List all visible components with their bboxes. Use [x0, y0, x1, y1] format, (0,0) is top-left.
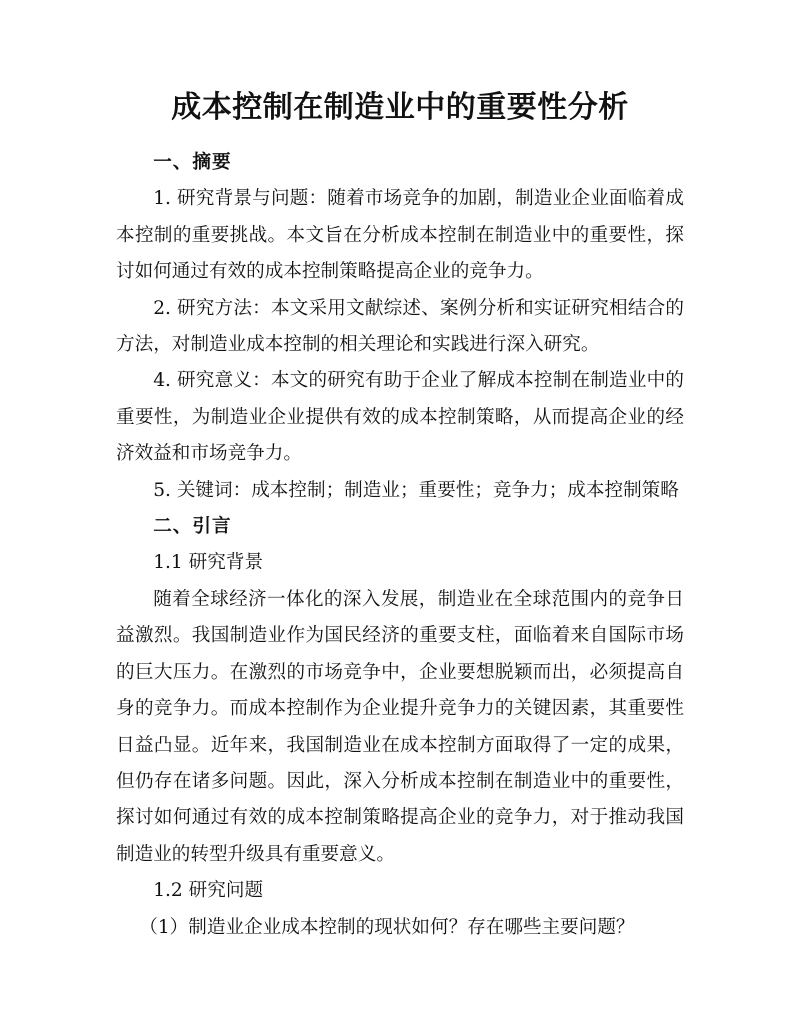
section-heading-introduction: 二、引言	[153, 516, 232, 538]
abstract-item-1: 1. 研究背景与问题：随着市场竞争的加剧，制造业企业面临着成本控制的重要挑战。本文旨在分析成本控制在制造业中的重要性，探讨如何通过有效的成本控制策略提高企业的竞争力。	[116, 188, 684, 283]
abstract-item-2: 2. 研究方法：本文采用文献综述、案例分析和实证研究相结合的方法，对制造业成本控制的相关理论和实践进行深入研究。	[116, 297, 684, 356]
abstract-item-4: 4. 研究意义：本文的研究有助于企业了解成本控制在制造业中的重要性，为制造业企业提供有效的成本控制策略，从而提高企业的经济效益和市场竞争力。	[116, 370, 684, 465]
research-question-1: （1）制造业企业成本控制的现状如何？存在哪些主要问题？	[139, 916, 635, 938]
subsection-heading-background: 1.1 研究背景	[153, 552, 264, 574]
document-body	[116, 145, 684, 946]
section-heading-abstract: 一、摘要	[153, 152, 232, 173]
abstract-item-5: 5. 关键词：成本控制；制造业；重要性；竞争力；成本控制策略	[153, 479, 679, 501]
subsection-heading-questions: 1.2 研究问题	[153, 880, 264, 902]
background-paragraph: 随着全球经济一体化的深入发展，制造业在全球范围内的竞争日益激烈。我国制造业作为国民经济的重要支柱，面临着来自国际市场的巨大压力。在激烈的市场竞争中，企业要想脱颖而出，必须提高自身的竞争力。而成本控制作为企业提升竞争力的关键因素，其重要性日益凸显。近年来，我国制造业在成本控制方面取得了一定的成果，但仍存在诸多问题。因此，深入分析成本控制在制造业中的重要性，探讨如何通过有效的成本控制策略提高企业的竞争力，对于推动我国制造业的转型升级具有重要意义。	[116, 588, 684, 865]
document-title: 成本控制在制造业中的重要性分析	[171, 90, 629, 125]
